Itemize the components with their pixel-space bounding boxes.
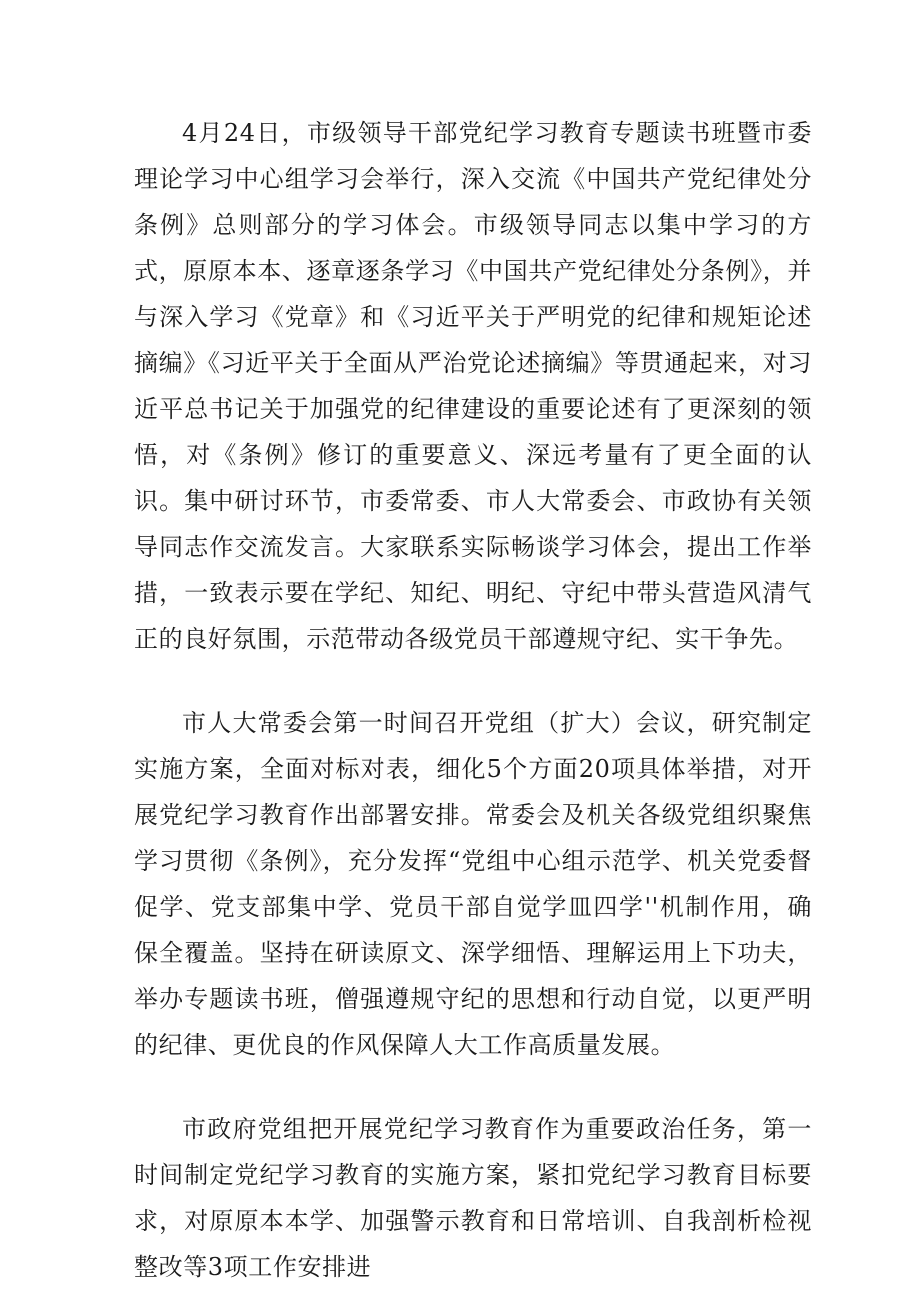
paragraph-1: 4月24日，市级领导干部党纪学习教育专题读书班暨市委理论学习中心组学习会举行，深入交流《中国共产党纪律处分条例》总则部分的学习体会。市级领导同志以集中学习的方式，原原本本、逐章逐条学习《中国共产党纪律处分条例》，并与深入学习《党章》和《习近平关于严明党的纪律和规矩论述摘编》《习近平关于全面从严治党论述摘编》等贯通起来，对习近平总书记关于加强党的纪律建设的重要论述有了更深刻的领悟，对《条例》修订的重要意义、深远考量有了更全面的认识。集中研讨环节，市委常委、市人大常委会、市政协有关领导同志作交流发言。大家联系实际畅谈学习体会，提出工作举措，一致表示要在学纪、知纪、明纪、守纪中带头营造风清气正的良好氛围，示范带动各级党员干部遵规守纪、实干争先。 [134, 119, 812, 653]
paragraph-2: 市人大常委会第一时间召开党组（扩大）会议，研究制定实施方案，全面对标对表，细化5个方面20项具体举措，对开展党纪学习教育作出部署安排。常委会及机关各级党组织聚焦学习贯彻《条例》，充分发挥“党组中心组示范学、机关党委督促学、党支部集中学、党员干部自觉学皿四学''机制作用，确保全覆盖。坚持在研读原文、深学细悟、理解运用上下功夫，举办专题读书班，僧强遵规守纪的思想和行动自觉，以更严明的纪律、更优良的作风保障人大工作高质量发展。 [134, 709, 812, 1059]
paragraph-3: 市政府党组把开展党纪学习教育作为重要政治任务，第一时间制定党纪学习教育的实施方案，紧扣党纪学习教育目标要求，对原原本本学、加强警示教育和日常培训、自我剖析检视整改等3项工作安排进 [134, 1115, 812, 1281]
